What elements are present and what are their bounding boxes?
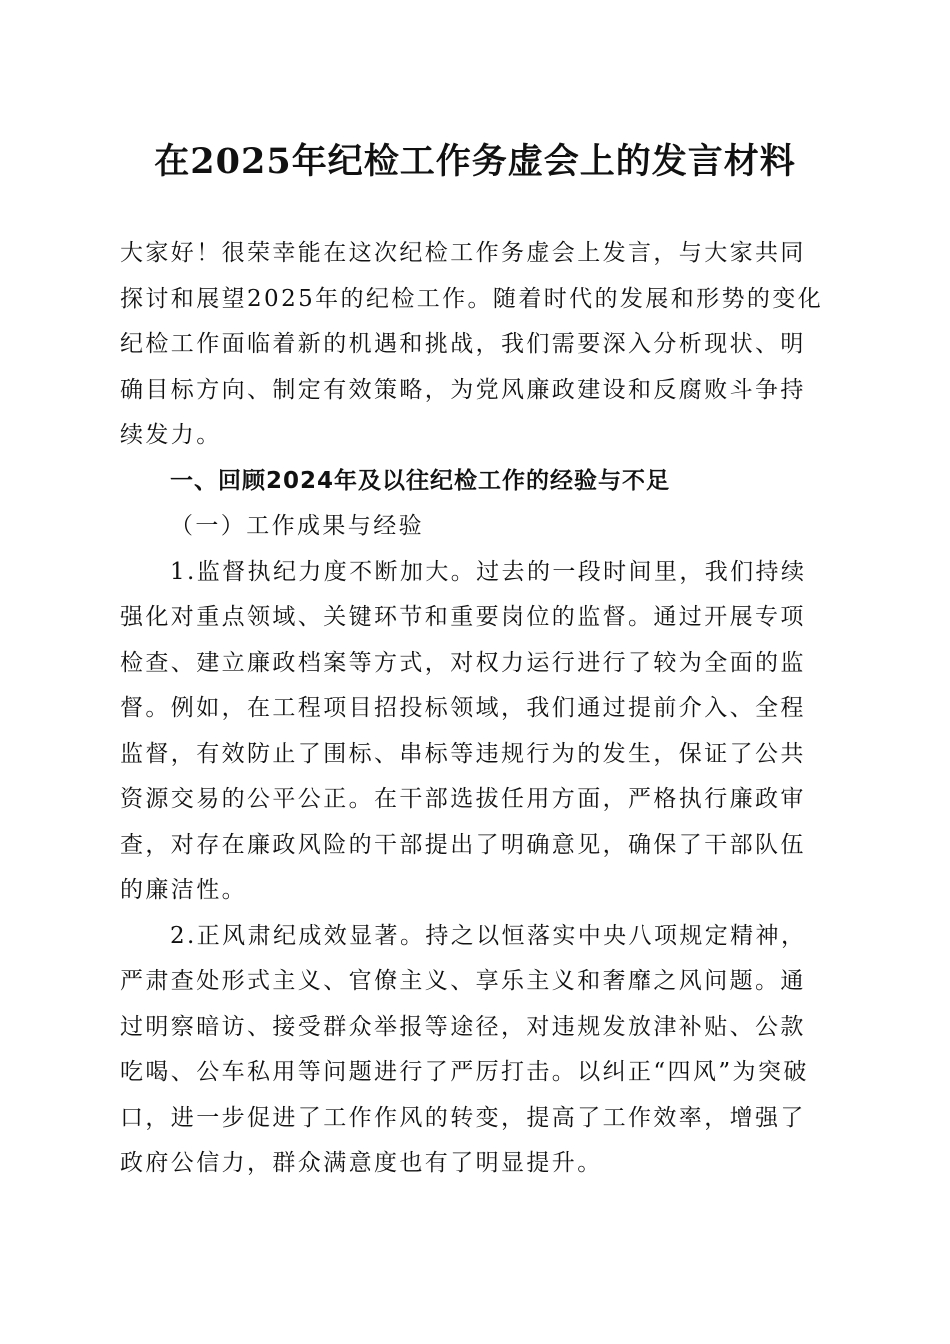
section-heading: 一、回顾2024年及以往纪检工作的经验与不足 [170, 467, 671, 494]
document-body [120, 231, 830, 1187]
subsection-heading: （一）工作成果与经验 [170, 513, 424, 539]
body-paragraph: 1.监督执纪力度不断加大。过去的一段时间里，我们持续强化对重点领域、关键环节和重要岗位的监督。通过开展专项检查、建立廉政档案等方式，对权力运行进行了较为全面的监督。例如，在工程项目招投标领域，我们通过提前介入、全程监督，有效防止了围标、串标等违规行为的发生，保证了公共资源交易的公平公正。在干部选拔任用方面，严格执行廉政审查，对存在廉政风险的干部提出了明确意见，确保了干部队伍的廉洁性。 [120, 558, 807, 903]
body-paragraph: 2.正风肃纪成效显著。持之以恒落实中央八项规定精神，严肃查处形式主义、官僚主义、享乐主义和奢靡之风问题。通过明察暗访、接受群众举报等途径，对违规发放津补贴、公款吃喝、公车私用等问题进行了严厉打击。以纠正“四风”为突破口，进一步促进了工作作风的转变，提高了工作效率，增强了政府公信力，群众满意度也有了明显提升。 [120, 922, 809, 1176]
intro-paragraph: 大家好！很荣幸能在这次纪检工作务虚会上发言，与大家共同探讨和展望2025年的纪检工作。随着时代的发展和形势的变化纪检工作面临着新的机遇和挑战，我们需要深入分析现状、明确目标方向、制定有效策略，为党风廉政建设和反腐败斗争持续发力。 [120, 240, 824, 448]
document-title: 在2025年纪检工作务虚会上的发言材料 [154, 141, 796, 182]
